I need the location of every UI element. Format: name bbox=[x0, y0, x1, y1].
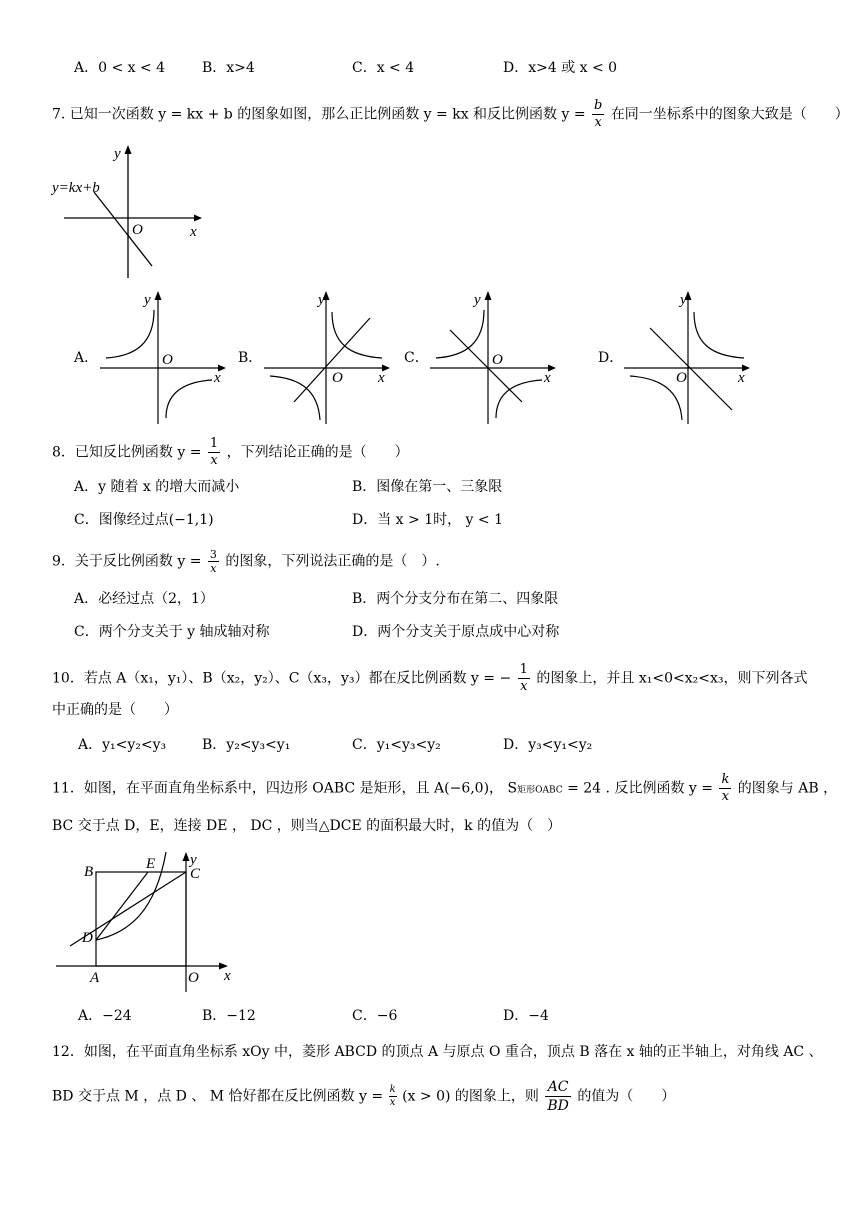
q12-line2-part1: BD 交于点 M ，点 D 、 M 恰好都在反比例函数 y = bbox=[52, 1088, 384, 1105]
q7-stem bbox=[52, 98, 849, 131]
q12-fraction-k: $\frac{k}{x}$ bbox=[389, 1084, 396, 1108]
q12-line2 bbox=[52, 1078, 675, 1115]
q7-x-arrow bbox=[194, 215, 202, 222]
q11-option-c: C．−6 bbox=[352, 1008, 398, 1024]
q10-stem-part2: 的图象上，并且 x₁<0<x₂<x₃，则下列各式 bbox=[536, 670, 808, 687]
q10-option-c: C．y₁<y₃<y₂ bbox=[352, 737, 441, 753]
svg-text:O: O bbox=[492, 352, 503, 368]
q9-fraction-den: x bbox=[210, 562, 217, 575]
q10-fraction-den: x bbox=[520, 679, 528, 694]
q11-fraction bbox=[719, 772, 731, 805]
q7-y-arrow bbox=[125, 145, 132, 154]
q11-fraction-den: x bbox=[721, 789, 730, 804]
q7-graph-d bbox=[620, 288, 755, 428]
svg-text:B: B bbox=[84, 864, 94, 880]
q7-stem-part1: 7. 已知一次函数 y = kx + b 的图象如图，那么正比例函数 y = kx 和反比例函数 y = bbox=[52, 106, 586, 123]
q11-option-a: A．−24 bbox=[78, 1008, 132, 1024]
q10-fraction bbox=[518, 662, 530, 695]
q7-graph-a bbox=[96, 288, 231, 428]
q11-stem bbox=[52, 772, 837, 805]
q7-linear-graph bbox=[50, 140, 210, 280]
q11-stem-line2: BC 交于点 D，E，连接 DE ， DC ，则当△DCE 的面积最大时，k 的值为（ ） bbox=[52, 818, 562, 834]
q8-option-d: D．当 x > 1时， y < 1 bbox=[352, 512, 504, 528]
q7-x-label: x bbox=[190, 224, 197, 240]
q8-stem bbox=[52, 436, 409, 469]
q10-option-d: D．y₃<y₁<y₂ bbox=[503, 737, 593, 753]
q8-stem-part1: 8．已知反比例函数 y = bbox=[52, 444, 202, 461]
q7-line-label: y=kx+b bbox=[52, 180, 100, 196]
q7-stem-part2: 在同一坐标系中的图象大致是（ ） bbox=[610, 106, 849, 123]
q9-fraction-num: 3 bbox=[209, 548, 217, 561]
svg-text:x: x bbox=[544, 370, 551, 386]
q12-line1: 12．如图，在平面直角坐标系 xOy 中，菱形 ABCD 的顶点 A 与原点 O 重合，顶点 B 落在 x 轴的正半轴上，对角线 AC 、 bbox=[52, 1044, 823, 1060]
q7-fraction bbox=[592, 98, 604, 131]
q10-stem bbox=[52, 662, 807, 695]
q8-fraction-num: 1 bbox=[209, 436, 219, 451]
q7-graph-b bbox=[260, 288, 395, 428]
q10-stem-line2: 中正确的是（ ） bbox=[52, 702, 178, 718]
svg-text:A: A bbox=[90, 970, 100, 986]
q11-rect bbox=[96, 872, 186, 966]
svg-text:O: O bbox=[188, 970, 199, 986]
q11-option-b: B．−12 bbox=[202, 1008, 256, 1024]
svg-text:D: D bbox=[82, 930, 93, 946]
q10-fraction-num: 1 bbox=[519, 662, 528, 677]
q12-line2-part2: (x > 0) 的图象上，则 bbox=[402, 1088, 539, 1105]
q11-stem-part3: 的图象与 AB ， bbox=[737, 780, 838, 797]
q9-fraction bbox=[208, 548, 219, 575]
svg-text:y: y bbox=[144, 292, 151, 308]
q10-stem-part1: 10．若点 A（x₁，y₁）、B（x₂，y₂）、C（x₃，y₃）都在反比例函数 y = − bbox=[52, 670, 512, 687]
q7-line bbox=[94, 192, 152, 266]
q9-stem-part2: 的图象，下列说法正确的是（ ）. bbox=[225, 553, 440, 570]
q8-option-c: C．图像经过点(−1,1) bbox=[74, 512, 214, 528]
q6-option-d: D．x>4 或 x < 0 bbox=[503, 60, 618, 76]
svg-text:y: y bbox=[680, 292, 687, 308]
q10-option-a: A．y₁<y₂<y₃ bbox=[78, 737, 167, 753]
q9-option-c: C．两个分支关于 y 轴成轴对称 bbox=[74, 624, 270, 640]
q12-fraction-ac-bd: $\frac{AC}{BD}$ bbox=[547, 1079, 569, 1114]
q7-graph-c bbox=[426, 288, 561, 428]
q6-option-c: C．x < 4 bbox=[352, 60, 415, 76]
q7-origin-label: O bbox=[132, 222, 143, 238]
q7-option-a: A． bbox=[74, 350, 99, 366]
q7-option-c: C． bbox=[404, 350, 429, 366]
q9-option-b: B．两个分支分布在第二、四象限 bbox=[352, 591, 559, 607]
svg-text:C: C bbox=[190, 866, 201, 882]
q11-fraction-num: k bbox=[721, 772, 730, 787]
svg-text:y: y bbox=[318, 292, 325, 308]
svg-text:x: x bbox=[738, 370, 745, 386]
q9-stem-part1: 9．关于反比例函数 y = bbox=[52, 553, 202, 570]
q7-fraction-den: x bbox=[594, 115, 602, 130]
svg-text:E: E bbox=[146, 856, 156, 872]
q7-option-d: D． bbox=[598, 350, 624, 366]
q11-rectangle-graph bbox=[52, 848, 242, 998]
q6-option-a: A．0 < x < 4 bbox=[74, 60, 166, 76]
svg-text:x: x bbox=[378, 370, 385, 386]
q9-stem bbox=[52, 548, 440, 575]
q8-stem-part2: ，下列结论正确的是（ ） bbox=[226, 444, 409, 461]
q12-line2-part3: 的值为（ ） bbox=[577, 1088, 676, 1105]
q11-option-d: D．−4 bbox=[503, 1008, 549, 1024]
q7-fraction-num: b bbox=[594, 98, 603, 113]
q8-fraction-den: x bbox=[210, 453, 218, 468]
q8-option-b: B．图像在第一、三象限 bbox=[352, 479, 503, 495]
q6-option-b: B．x>4 bbox=[202, 60, 255, 76]
q8-fraction bbox=[208, 436, 220, 469]
q11-subscript: 矩形OABC bbox=[517, 785, 563, 796]
q11-stem-part1: 11．如图，在平面直角坐标系中，四边形 OABC 是矩形，且 A(−6,0)， S bbox=[52, 780, 518, 797]
svg-text:O: O bbox=[332, 370, 343, 386]
svg-text:O: O bbox=[162, 352, 173, 368]
svg-text:x: x bbox=[214, 370, 221, 386]
q9-option-a: A．必经过点（2，1） bbox=[74, 591, 214, 607]
svg-text:x: x bbox=[224, 968, 231, 984]
q9-option-d: D．两个分支关于原点成中心对称 bbox=[352, 624, 560, 640]
q7-option-b: B． bbox=[238, 350, 263, 366]
q10-option-b: B．y₂<y₃<y₁ bbox=[202, 737, 291, 753]
svg-text:y: y bbox=[190, 852, 197, 868]
svg-text:O: O bbox=[676, 370, 687, 386]
svg-text:y: y bbox=[474, 292, 481, 308]
q8-option-a: A．y 随着 x 的增大而减小 bbox=[74, 479, 240, 495]
q11-stem-part2: = 24 . 反比例函数 y = bbox=[567, 780, 713, 797]
q7-y-label: y bbox=[114, 146, 121, 162]
